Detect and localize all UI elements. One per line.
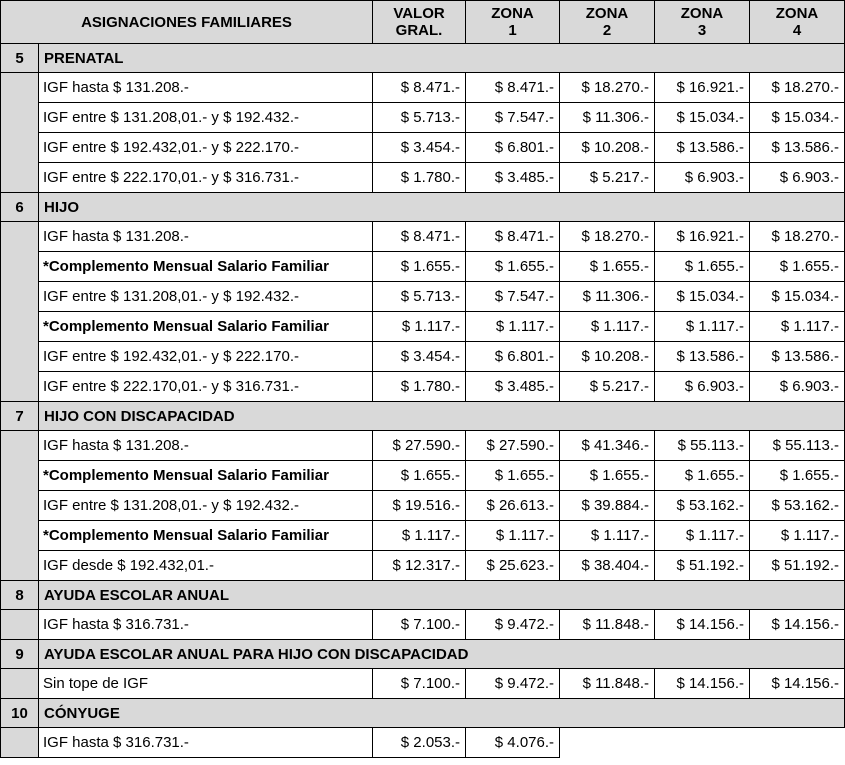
section-index-spacer	[1, 431, 39, 461]
table-row	[1, 431, 845, 461]
section-number: 7	[1, 402, 39, 431]
section-header-row	[1, 44, 845, 73]
value-text: $ 1.117.-	[495, 318, 555, 335]
table-row	[1, 521, 845, 551]
value-text: $ 27.590.-	[486, 437, 555, 454]
value-text: $ 14.156.-	[771, 616, 840, 633]
header-zona-3: ZONA 3	[655, 1, 750, 44]
value-cell	[750, 521, 845, 551]
value-cell	[560, 461, 655, 491]
section-title: HIJO	[39, 193, 845, 222]
value-text: $ 11.306.-	[582, 288, 650, 305]
table-row	[1, 282, 845, 312]
value-text: $ 1.655.-	[589, 258, 650, 275]
value-cell	[373, 163, 466, 193]
value-cell	[655, 669, 750, 699]
value-cell	[655, 252, 750, 282]
value-cell	[466, 551, 560, 581]
empty-cell	[560, 728, 845, 758]
value-cell	[373, 133, 466, 163]
value-cell	[655, 282, 750, 312]
section-index-spacer	[1, 372, 39, 402]
value-cell	[560, 521, 655, 551]
value-text: $ 10.208.-	[581, 348, 650, 365]
value-text: $ 6.903.-	[779, 169, 840, 186]
value-cell	[373, 312, 466, 342]
section-header-row	[1, 699, 845, 728]
value-text: $ 1.655.-	[779, 258, 840, 275]
value-cell	[750, 431, 845, 461]
value-text: $ 15.034.-	[771, 288, 840, 305]
value-text: $ 18.270.-	[771, 228, 840, 245]
value-text: $ 1.117.-	[495, 527, 555, 544]
section-index-spacer	[1, 312, 39, 342]
value-cell	[655, 133, 750, 163]
table-row	[1, 163, 845, 193]
value-text: $ 41.346.-	[581, 437, 650, 454]
value-cell	[655, 222, 750, 252]
value-cell	[560, 282, 655, 312]
value-text: $ 6.903.-	[779, 378, 840, 395]
value-text: $ 55.113.-	[772, 437, 840, 454]
value-cell	[560, 610, 655, 640]
value-text: $ 16.921.-	[676, 228, 745, 245]
section-header-row	[1, 581, 845, 610]
value-text: $ 7.100.-	[400, 616, 461, 633]
section-number: 10	[1, 699, 39, 728]
value-text: $ 1.117.-	[401, 318, 461, 335]
value-cell	[466, 252, 560, 282]
value-text: $ 6.903.-	[684, 169, 745, 186]
value-text: $ 19.516.-	[392, 497, 461, 514]
value-text: $ 1.655.-	[494, 467, 555, 484]
value-text: $ 2.053.-	[400, 734, 461, 751]
section-index-spacer	[1, 461, 39, 491]
value-cell	[466, 342, 560, 372]
value-cell	[373, 431, 466, 461]
value-text: $ 16.921.-	[676, 79, 745, 96]
value-cell	[373, 372, 466, 402]
value-cell	[750, 73, 845, 103]
header-zona-2: ZONA 2	[560, 1, 655, 44]
value-text: $ 11.848.-	[582, 675, 650, 692]
row-label: IGF hasta $ 316.731.-	[39, 610, 373, 640]
section-number: 9	[1, 640, 39, 669]
value-text: $ 13.586.-	[676, 348, 745, 365]
row-label: IGF entre $ 222.170,01.- y $ 316.731.-	[39, 372, 373, 402]
section-index-spacer	[1, 133, 39, 163]
value-cell	[750, 222, 845, 252]
section-index-spacer	[1, 163, 39, 193]
value-cell	[655, 461, 750, 491]
value-cell	[560, 133, 655, 163]
section-title: AYUDA ESCOLAR ANUAL	[39, 581, 845, 610]
value-text: $ 13.586.-	[771, 348, 840, 365]
value-cell	[560, 312, 655, 342]
value-text: $ 5.713.-	[400, 109, 461, 126]
value-cell	[466, 163, 560, 193]
row-label: IGF entre $ 131.208,01.- y $ 192.432.-	[39, 491, 373, 521]
value-text: $ 4.076.-	[494, 734, 555, 751]
value-text: $ 7.547.-	[494, 288, 555, 305]
value-cell	[466, 312, 560, 342]
table-row	[1, 610, 845, 640]
table-row	[1, 372, 845, 402]
header-valor-gral: VALOR GRAL.	[373, 1, 466, 44]
value-text: $ 53.162.-	[771, 497, 840, 514]
value-text: $ 1.655.-	[589, 467, 650, 484]
value-text: $ 10.208.-	[581, 139, 650, 156]
row-label: *Complemento Mensual Salario Familiar	[39, 521, 373, 551]
row-label: IGF hasta $ 131.208.-	[39, 73, 373, 103]
row-label: IGF hasta $ 131.208.-	[39, 222, 373, 252]
value-cell	[466, 372, 560, 402]
value-cell	[750, 669, 845, 699]
value-cell	[466, 103, 560, 133]
value-text: $ 6.801.-	[494, 139, 555, 156]
table-row	[1, 222, 845, 252]
value-text: $ 6.903.-	[684, 378, 745, 395]
value-text: $ 1.655.-	[400, 467, 461, 484]
value-text: $ 15.034.-	[771, 109, 840, 126]
value-cell	[466, 728, 560, 758]
value-cell	[373, 610, 466, 640]
section-number: 5	[1, 44, 39, 73]
value-text: $ 25.623.-	[486, 557, 555, 574]
value-cell	[560, 669, 655, 699]
value-text: $ 18.270.-	[771, 79, 840, 96]
value-text: $ 18.270.-	[581, 79, 650, 96]
section-index-spacer	[1, 222, 39, 252]
value-text: $ 1.117.-	[685, 527, 745, 544]
value-text: $ 14.156.-	[771, 675, 840, 692]
header-zona-4: ZONA 4	[750, 1, 845, 44]
value-text: $ 15.034.-	[676, 288, 745, 305]
value-text: $ 3.454.-	[400, 139, 461, 156]
section-title: AYUDA ESCOLAR ANUAL PARA HIJO CON DISCAPACIDAD	[39, 640, 845, 669]
section-index-spacer	[1, 610, 39, 640]
section-header-row	[1, 193, 845, 222]
value-cell	[655, 103, 750, 133]
value-text: $ 14.156.-	[676, 675, 745, 692]
section-index-spacer	[1, 491, 39, 521]
value-text: $ 11.848.-	[582, 616, 650, 633]
value-cell	[655, 491, 750, 521]
section-number: 8	[1, 581, 39, 610]
value-cell	[373, 252, 466, 282]
value-text: $ 15.034.-	[676, 109, 745, 126]
table-body	[1, 44, 845, 758]
table-row	[1, 342, 845, 372]
value-cell	[466, 73, 560, 103]
value-text: $ 38.404.-	[581, 557, 650, 574]
value-text: $ 12.317.-	[392, 557, 461, 574]
value-cell	[560, 372, 655, 402]
row-label: *Complemento Mensual Salario Familiar	[39, 252, 373, 282]
value-cell	[750, 282, 845, 312]
value-cell	[466, 491, 560, 521]
value-text: $ 6.801.-	[494, 348, 555, 365]
value-cell	[560, 342, 655, 372]
value-cell	[750, 491, 845, 521]
value-text: $ 53.162.-	[676, 497, 745, 514]
section-title: CÓNYUGE	[39, 699, 845, 728]
table-row	[1, 551, 845, 581]
value-text: $ 8.471.-	[400, 79, 461, 96]
value-cell	[560, 103, 655, 133]
value-text: $ 51.192.-	[676, 557, 745, 574]
value-cell	[466, 461, 560, 491]
value-cell	[750, 461, 845, 491]
value-cell	[466, 431, 560, 461]
value-text: $ 18.270.-	[581, 228, 650, 245]
table-row	[1, 252, 845, 282]
value-text: $ 13.586.-	[676, 139, 745, 156]
section-number: 6	[1, 193, 39, 222]
value-text: $ 1.655.-	[684, 467, 745, 484]
value-text: $ 1.117.-	[590, 527, 650, 544]
value-cell	[466, 669, 560, 699]
value-text: $ 1.655.-	[684, 258, 745, 275]
value-cell	[560, 491, 655, 521]
value-cell	[750, 551, 845, 581]
value-cell	[750, 372, 845, 402]
value-cell	[466, 133, 560, 163]
section-header-row	[1, 640, 845, 669]
row-label: IGF desde $ 192.432,01.-	[39, 551, 373, 581]
value-cell	[655, 163, 750, 193]
value-cell	[655, 342, 750, 372]
header-asignaciones: ASIGNACIONES FAMILIARES	[1, 1, 373, 44]
row-label: *Complemento Mensual Salario Familiar	[39, 461, 373, 491]
value-cell	[373, 461, 466, 491]
row-label: IGF entre $ 131.208,01.- y $ 192.432.-	[39, 282, 373, 312]
table-row	[1, 461, 845, 491]
value-cell	[560, 551, 655, 581]
value-text: $ 13.586.-	[771, 139, 840, 156]
value-text: $ 14.156.-	[676, 616, 745, 633]
row-label: IGF entre $ 222.170,01.- y $ 316.731.-	[39, 163, 373, 193]
value-text: $ 7.100.-	[400, 675, 461, 692]
value-text: $ 1.655.-	[494, 258, 555, 275]
value-text: $ 27.590.-	[392, 437, 461, 454]
value-cell	[560, 252, 655, 282]
value-text: $ 3.454.-	[400, 348, 461, 365]
value-cell	[466, 521, 560, 551]
table-row	[1, 73, 845, 103]
value-cell	[750, 610, 845, 640]
row-label: IGF entre $ 192.432,01.- y $ 222.170.-	[39, 133, 373, 163]
value-text: $ 11.306.-	[582, 109, 650, 126]
section-index-spacer	[1, 728, 39, 758]
value-text: $ 1.117.-	[685, 318, 745, 335]
value-cell	[750, 103, 845, 133]
section-title: HIJO CON DISCAPACIDAD	[39, 402, 845, 431]
value-cell	[373, 551, 466, 581]
value-cell	[373, 222, 466, 252]
value-text: $ 1.655.-	[400, 258, 461, 275]
table-row	[1, 728, 845, 758]
value-cell	[655, 312, 750, 342]
row-label: IGF hasta $ 316.731.-	[39, 728, 373, 758]
row-label: IGF entre $ 131.208,01.- y $ 192.432.-	[39, 103, 373, 133]
row-label: Sin tope de IGF	[39, 669, 373, 699]
value-cell	[655, 73, 750, 103]
value-text: $ 5.217.-	[589, 169, 650, 186]
table-row	[1, 491, 845, 521]
value-cell	[750, 342, 845, 372]
value-cell	[466, 282, 560, 312]
value-text: $ 1.117.-	[401, 527, 461, 544]
value-cell	[466, 222, 560, 252]
value-cell	[373, 521, 466, 551]
value-text: $ 7.547.-	[494, 109, 555, 126]
value-cell	[373, 342, 466, 372]
table-row	[1, 669, 845, 699]
value-cell	[373, 728, 466, 758]
value-text: $ 39.884.-	[581, 497, 650, 514]
value-text: $ 5.713.-	[400, 288, 461, 305]
header-zona-1: ZONA 1	[466, 1, 560, 44]
value-cell	[655, 372, 750, 402]
value-cell	[560, 73, 655, 103]
section-index-spacer	[1, 551, 39, 581]
value-cell	[373, 669, 466, 699]
value-text: $ 1.655.-	[779, 467, 840, 484]
row-label: *Complemento Mensual Salario Familiar	[39, 312, 373, 342]
value-text: $ 55.113.-	[677, 437, 745, 454]
value-text: $ 1.780.-	[400, 378, 461, 395]
value-cell	[373, 491, 466, 521]
value-text: $ 51.192.-	[771, 557, 840, 574]
value-cell	[750, 312, 845, 342]
value-text: $ 9.472.-	[494, 675, 555, 692]
value-cell	[560, 222, 655, 252]
section-index-spacer	[1, 521, 39, 551]
value-cell	[373, 103, 466, 133]
section-index-spacer	[1, 73, 39, 103]
table-row	[1, 312, 845, 342]
value-text: $ 5.217.-	[589, 378, 650, 395]
value-cell	[373, 282, 466, 312]
section-index-spacer	[1, 342, 39, 372]
value-cell	[466, 610, 560, 640]
value-cell	[655, 521, 750, 551]
value-text: $ 8.471.-	[494, 228, 555, 245]
value-text: $ 8.471.-	[494, 79, 555, 96]
header-row	[1, 1, 845, 44]
row-label: IGF entre $ 192.432,01.- y $ 222.170.-	[39, 342, 373, 372]
section-index-spacer	[1, 669, 39, 699]
section-index-spacer	[1, 103, 39, 133]
section-index-spacer	[1, 252, 39, 282]
row-label: IGF hasta $ 131.208.-	[39, 431, 373, 461]
value-cell	[655, 431, 750, 461]
value-text: $ 9.472.-	[494, 616, 555, 633]
table-row	[1, 103, 845, 133]
value-text: $ 3.485.-	[494, 169, 555, 186]
value-text: $ 3.485.-	[494, 378, 555, 395]
value-text: $ 1.780.-	[400, 169, 461, 186]
value-cell	[655, 551, 750, 581]
section-header-row	[1, 402, 845, 431]
section-title: PRENATAL	[39, 44, 845, 73]
value-text: $ 26.613.-	[486, 497, 555, 514]
value-cell	[373, 73, 466, 103]
value-cell	[750, 252, 845, 282]
value-cell	[560, 431, 655, 461]
section-index-spacer	[1, 282, 39, 312]
value-text: $ 1.117.-	[780, 527, 840, 544]
value-cell	[560, 163, 655, 193]
value-cell	[655, 610, 750, 640]
table-row	[1, 133, 845, 163]
value-text: $ 1.117.-	[590, 318, 650, 335]
value-text: $ 1.117.-	[780, 318, 840, 335]
value-cell	[750, 163, 845, 193]
value-cell	[750, 133, 845, 163]
value-text: $ 8.471.-	[400, 228, 461, 245]
